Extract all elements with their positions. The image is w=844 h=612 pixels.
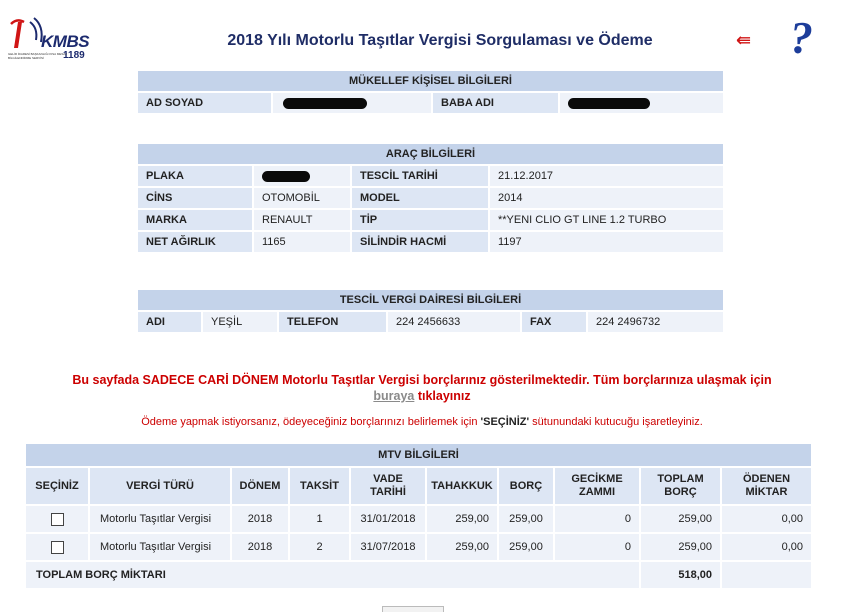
due-date-cell: 31/07/2018 xyxy=(350,533,426,561)
paid-cell: 0,00 xyxy=(721,533,812,561)
hint-pre: Ödeme yapmak istiyorsanız, ödeyeceğiniz borçlarınızı belirlemek için xyxy=(141,416,481,428)
due-date-cell: 31/01/2018 xyxy=(350,505,426,533)
select-cell xyxy=(25,505,89,533)
col-paid-amount: ÖDENEN MİKTAR xyxy=(721,467,812,505)
col-period: DÖNEM xyxy=(231,467,289,505)
registration-date-label: TESCİL TARİHİ xyxy=(351,165,489,187)
mtv-header: MTV BİLGİLERİ xyxy=(25,443,812,467)
col-accrual: TAHAKKUK xyxy=(426,467,498,505)
total-empty-cell xyxy=(721,561,812,589)
debt-cell: 259,00 xyxy=(498,533,554,561)
net-weight-label: NET AĞIRLIK xyxy=(137,231,253,253)
name-value xyxy=(272,92,432,114)
total-cell: 259,00 xyxy=(640,533,721,561)
tax-office-header: TESCİL VERGİ DAİRESİ BİLGİLERİ xyxy=(137,289,724,311)
col-installment: TAKSİT xyxy=(289,467,350,505)
personal-info-table xyxy=(136,69,725,115)
type-value: **YENI CLIO GT LINE 1.2 TURBO xyxy=(489,209,724,231)
period-cell: 2018 xyxy=(231,505,289,533)
total-cell: 259,00 xyxy=(640,505,721,533)
cylinder-volume-value: 1197 xyxy=(489,231,724,253)
registration-date-value: 21.12.2017 xyxy=(489,165,724,187)
debt-cell: 259,00 xyxy=(498,505,554,533)
current-period-notice xyxy=(0,372,844,404)
tax-office-table xyxy=(136,288,725,334)
redacted-father-name xyxy=(568,98,650,109)
installment-cell: 2 xyxy=(289,533,350,561)
mtv-table xyxy=(24,442,813,590)
late-fee-cell: 0 xyxy=(554,533,640,561)
father-name-value xyxy=(559,92,724,114)
net-weight-value: 1165 xyxy=(253,231,351,253)
cylinder-volume-label: SİLİNDİR HACMİ xyxy=(351,231,489,253)
selection-hint xyxy=(0,416,844,428)
brand-label: MARKA xyxy=(137,209,253,231)
type-label: TİP xyxy=(351,209,489,231)
tax-type-cell: Motorlu Taşıtlar Vergisi xyxy=(89,533,231,561)
col-select: SEÇİNİZ xyxy=(25,467,89,505)
hint-bold: 'SEÇİNİZ' xyxy=(480,416,530,428)
name-label: AD SOYAD xyxy=(137,92,272,114)
installment-cell: 1 xyxy=(289,505,350,533)
help-icon[interactable]: ? xyxy=(790,12,813,63)
col-due-date: VADE TARİHİ xyxy=(350,467,426,505)
select-checkbox-1[interactable] xyxy=(51,513,64,526)
vehicle-info-table xyxy=(136,142,725,254)
plate-value xyxy=(253,165,351,187)
brand-value: RENAULT xyxy=(253,209,351,231)
bottom-button[interactable] xyxy=(382,606,444,612)
tax-type-cell: Motorlu Taşıtlar Vergisi xyxy=(89,505,231,533)
table-row xyxy=(25,505,812,533)
logo-text: KMBS xyxy=(41,32,90,51)
table-row xyxy=(25,533,812,561)
model-value: 2014 xyxy=(489,187,724,209)
phone-label: TELEFON xyxy=(278,311,387,333)
period-cell: 2018 xyxy=(231,533,289,561)
plate-label: PLAKA xyxy=(137,165,253,187)
col-debt: BORÇ xyxy=(498,467,554,505)
personal-info-header: MÜKELLEF KİŞİSEL BİLGİLERİ xyxy=(137,70,724,92)
notice-line2-tail: tıklayınız xyxy=(414,389,471,403)
paid-cell: 0,00 xyxy=(721,505,812,533)
vehicle-info-header: ARAÇ BİLGİLERİ xyxy=(137,143,724,165)
total-debt-value: 518,00 xyxy=(640,561,721,589)
back-arrow-icon[interactable]: ⇚ xyxy=(736,30,752,50)
office-name-label: ADI xyxy=(137,311,202,333)
all-debts-link[interactable]: buraya xyxy=(373,389,415,403)
fax-value: 224 2496732 xyxy=(587,311,724,333)
father-name-label: BABA ADI xyxy=(432,92,559,114)
col-tax-type: VERGİ TÜRÜ xyxy=(89,467,231,505)
select-checkbox-2[interactable] xyxy=(51,541,64,554)
kind-value: OTOMOBİL xyxy=(253,187,351,209)
total-debt-label: TOPLAM BORÇ MİKTARI xyxy=(25,561,640,589)
late-fee-cell: 0 xyxy=(554,505,640,533)
logo-subtitle: GELİR İDARESİ BAŞKANLIĞI KISA MESAJ BİLGİLENDİRME SERVİSİ xyxy=(8,52,67,60)
page-title: 2018 Yılı Motorlu Taşıtlar Vergisi Sorgulaması ve Ödeme xyxy=(227,32,653,49)
col-late-fee: GECİKME ZAMMI xyxy=(554,467,640,505)
select-cell xyxy=(25,533,89,561)
redacted-plate xyxy=(262,171,310,182)
phone-value: 224 2456633 xyxy=(387,311,521,333)
redacted-name xyxy=(283,98,367,109)
total-row xyxy=(25,561,812,589)
notice-line1: Bu sayfada SADECE CARİ DÖNEM Motorlu Taşıtlar Vergisi borçlarınız gösterilmektedir. Tüm borçlarınıza ulaşmak için xyxy=(72,373,772,387)
accrual-cell: 259,00 xyxy=(426,533,498,561)
col-total-debt: TOPLAM BORÇ xyxy=(640,467,721,505)
fax-label: FAX xyxy=(521,311,587,333)
kind-label: CİNS xyxy=(137,187,253,209)
model-label: MODEL xyxy=(351,187,489,209)
logo-number: 1189 xyxy=(63,50,85,61)
office-name-value: YEŞİL xyxy=(202,311,278,333)
accrual-cell: 259,00 xyxy=(426,505,498,533)
hint-post: sütunundaki kutucuğu işaretleyiniz. xyxy=(529,416,703,428)
